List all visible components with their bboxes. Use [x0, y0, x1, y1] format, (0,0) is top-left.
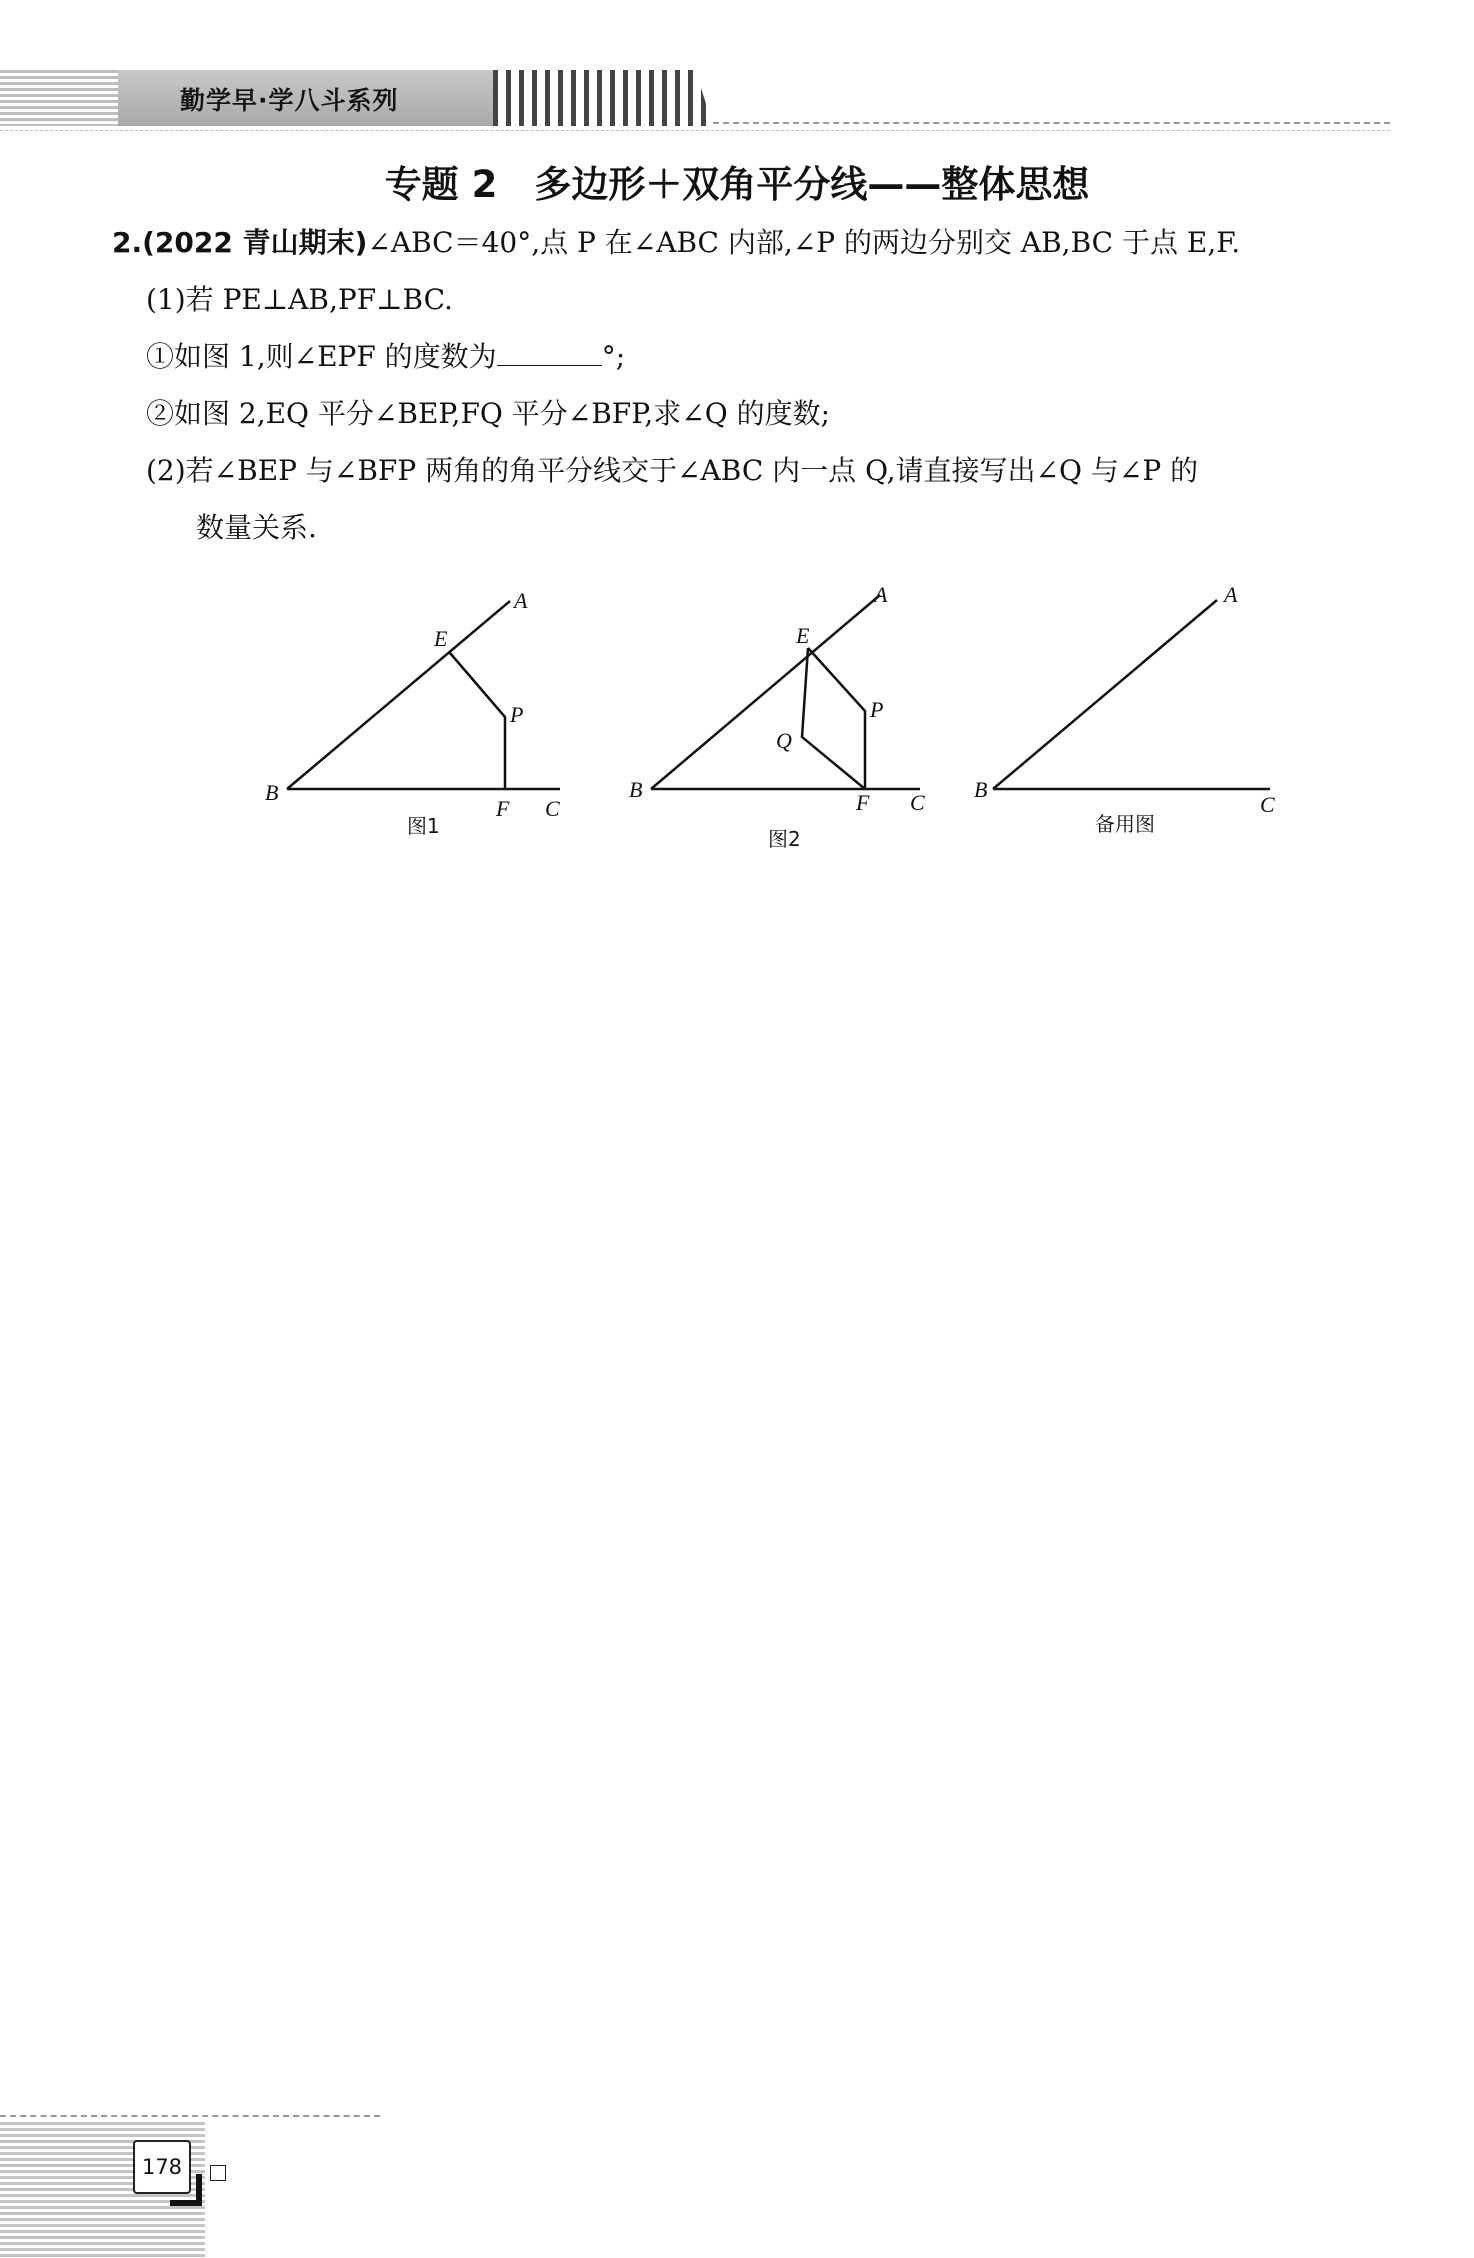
figure-3	[993, 600, 1270, 789]
question-1-text: ①如图 1,则∠EPF 的度数为	[146, 340, 497, 373]
page-number: 178	[133, 2140, 191, 2194]
part2-line-2: 数量关系.	[196, 511, 317, 544]
fig3-label-c: C	[1260, 792, 1275, 817]
fig1-label-e: E	[434, 626, 448, 651]
question-2: ②如图 2,EQ 平分∠BEP,FQ 平分∠BFP,求∠Q 的度数;	[146, 397, 831, 430]
problem-stem: ∠ABC＝40°,点 P 在∠ABC 内部,∠P 的两边分别交 AB,BC 于点 E,F.	[367, 226, 1241, 259]
fig2-label-c: C	[910, 790, 925, 815]
fig2-label-a: A	[874, 582, 888, 607]
fig1-label-b: B	[265, 780, 279, 805]
fig2-label-b: B	[629, 777, 643, 802]
figures	[0, 0, 1474, 900]
fig2-label-f: F	[856, 790, 870, 815]
fig3-caption: 备用图	[1095, 812, 1155, 836]
section-title: 专题 2 多边形＋双角平分线——整体思想	[384, 163, 1090, 206]
fig2-label-q: Q	[776, 728, 792, 753]
fig2-ray-ba	[651, 595, 880, 789]
fig1-ray-ba	[287, 601, 510, 789]
part1: (1)若 PE⊥AB,PF⊥BC.	[146, 283, 453, 316]
fig1-label-a: A	[514, 588, 528, 613]
fig2-label-p: P	[870, 697, 884, 722]
fig2-label-e: E	[796, 623, 810, 648]
part2-line-1: (2)若∠BEP 与∠BFP 两角的角平分线交于∠ABC 内一点 Q,请直接写出∠Q 与∠P 的	[146, 454, 1199, 487]
fig1-label-p: P	[510, 702, 524, 727]
fig3-label-a: A	[1224, 582, 1238, 607]
problem-source: (2022 青山期末)	[142, 226, 368, 259]
fig3-ray-ba	[993, 600, 1217, 789]
problem-number: 2.	[112, 226, 143, 259]
figure-2	[651, 595, 920, 789]
fig2-caption: 图2	[768, 827, 801, 851]
series-title: 勤学早·学八斗系列	[180, 86, 399, 115]
figure-1	[287, 601, 560, 789]
fig1-label-f: F	[496, 796, 510, 821]
question-1-unit: °;	[601, 340, 626, 373]
fig1-label-c: C	[545, 796, 560, 821]
fig3-label-b: B	[974, 777, 988, 802]
fig2-eq-fq	[802, 648, 865, 789]
fig2-pe-pf	[808, 648, 865, 789]
fig1-caption: 图1	[407, 814, 440, 838]
fig1-pe-pf	[450, 653, 505, 789]
footer-dashed-rule	[0, 2115, 380, 2117]
square-icon	[210, 2165, 226, 2181]
